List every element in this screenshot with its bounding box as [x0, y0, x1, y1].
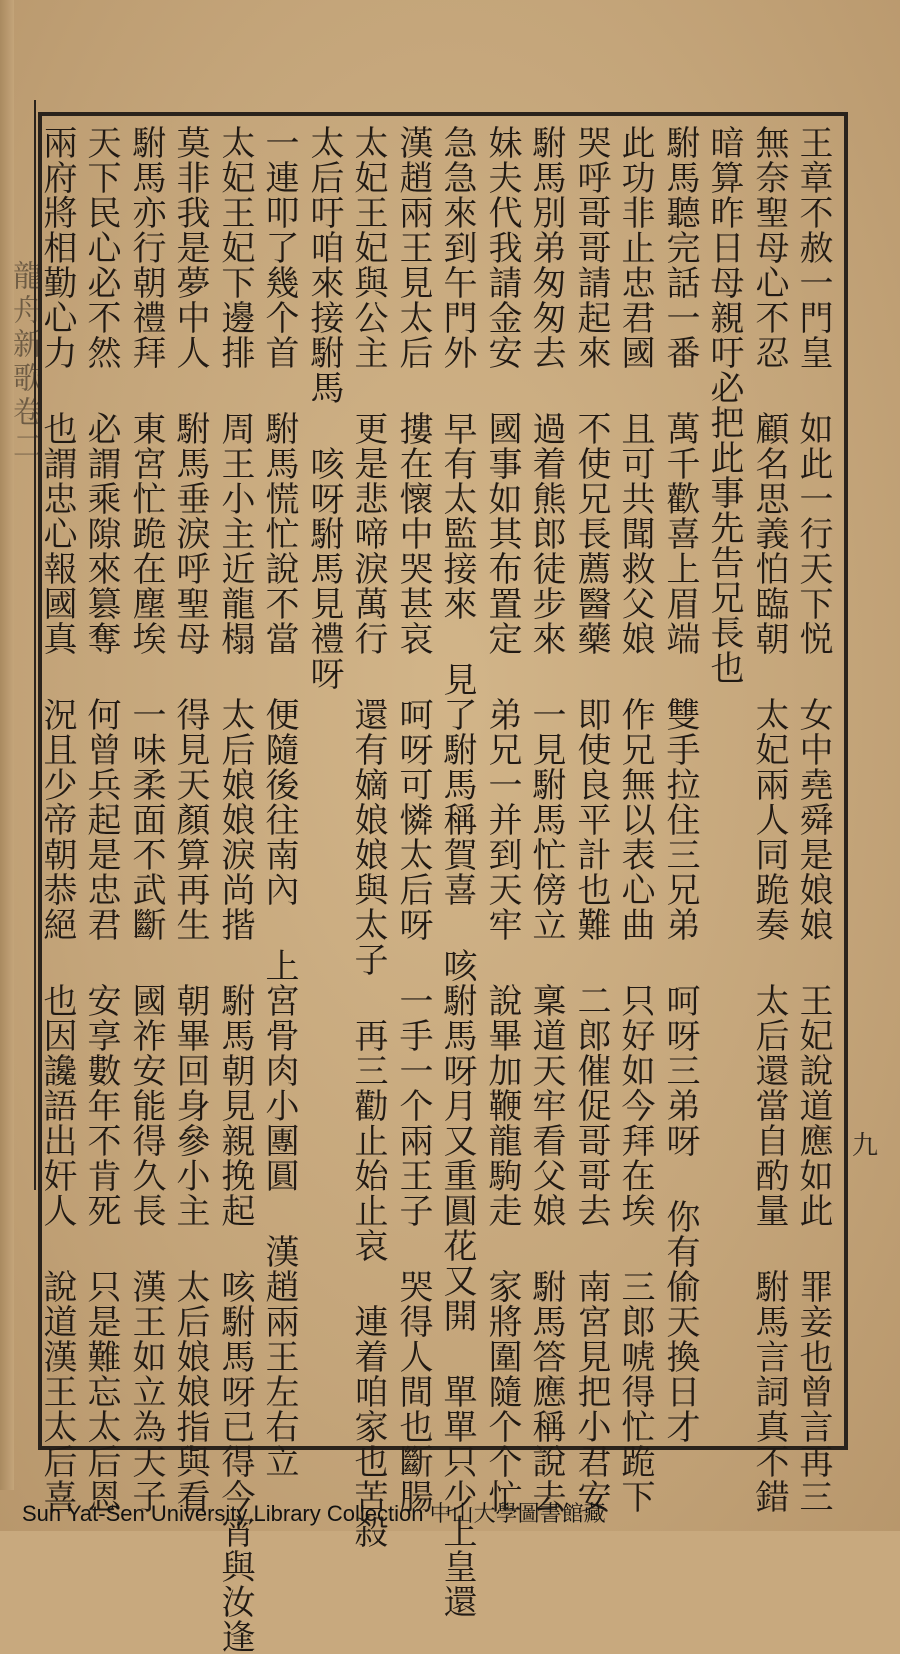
text-column: 漢趙兩王見太后 摟在懷中哭甚哀 呵呀可憐太后呀 一手一个兩王子 哭得人間也斷腸	[393, 125, 433, 1514]
previous-page-fragment	[0, 100, 42, 1190]
text-column: 兩府將相勤心力 也謂忠心報國真 況且少帝朝恭絕 也因讒語出奸人 說道漢王太后喜	[37, 125, 77, 1514]
text-column: 太妃王妃下邊排 周王小主近龍榻 太后娘娘淚尚揩 駙馬朝見親挽起 咳駙馬呀已得今宵與汝逢	[215, 125, 255, 1654]
page-number: 九	[851, 1131, 878, 1161]
library-caption: Sun Yat-Sen University Library Collection 中山大學圖書館藏	[22, 1501, 606, 1526]
text-column: 妹夫代我請金安 國事如其布置定 弟兄一并到天牢 說畢加鞭龍駒走 家將圍隨个个忙	[482, 125, 522, 1514]
text-column: 此功非止忠君國 且可共聞救父娘 作兄無以表心曲 只好如今拜在埃 三郎唬得忙跪下	[615, 125, 655, 1514]
text-column: 太后吁咱來接駙馬 咳呀駙馬見禮呀	[304, 125, 344, 691]
text-column: 太妃王妃與公主 更是悲啼淚萬行 還有嫡娘娘與太子 再三勸止始止哀 連着咱家也苦殺	[348, 125, 388, 1549]
text-column: 天下民心必不然 必謂乘隙來篡奪 何曾兵起是忠君 安享數年不肯死 只是難忘太后恩	[81, 125, 121, 1514]
text-column: 莫非我是夢中人 駙馬垂淚呼聖母 得見天顏算再生 朝畢回身參小主 太后娘娘指與看	[170, 125, 210, 1514]
text-column: 駙馬別弟匆匆去 過着熊郎徒步來 一見駙馬忙傍立 稟道天牢看父娘 駙馬答應稱說去	[526, 125, 566, 1514]
text-column: 暗算昨日母親吁必把此事先告兄長也	[704, 125, 744, 685]
text-column: 哭呼哥哥請起來 不使兄長薦醫藥 即使良平計也難 二郎催促哥哥去 南宮見把小君安	[571, 125, 611, 1514]
text-column: 駙馬亦行朝禮拜 東宮忙跪在塵埃 一味柔面不武斷 國祚安能得久長 漢王如立為天子	[126, 125, 166, 1514]
text-column: 駙馬聽完話一番 萬千歡喜上眉端 雙手拉住三兄弟 呵呀三弟呀 你有偷天換日才	[660, 125, 700, 1444]
text-column: 無奈聖母心不忍 顧名思義怕臨朝 太妃兩人同跪奏 太后還當自酌量 駙馬言詞真不錯	[749, 125, 789, 1514]
text-column: 王章不赦一門皇 如此一行天下悦 女中堯舜是娘娘 王妃說道應如此 罪妾也曾言再三	[793, 125, 833, 1514]
text-column: 急急來到午門外 早有太監接來 見了駙馬稱賀喜 咳駙馬呀月又重圓花又開 單單只少上皇還	[437, 125, 477, 1619]
previous-page-text: 龍舟新歌卷二	[7, 260, 42, 464]
text-column: 一連叩了幾个首 駙馬慌忙說不當 便隨後往南內 上宮骨肉小團圓 漢趙兩王左右立	[259, 125, 299, 1479]
